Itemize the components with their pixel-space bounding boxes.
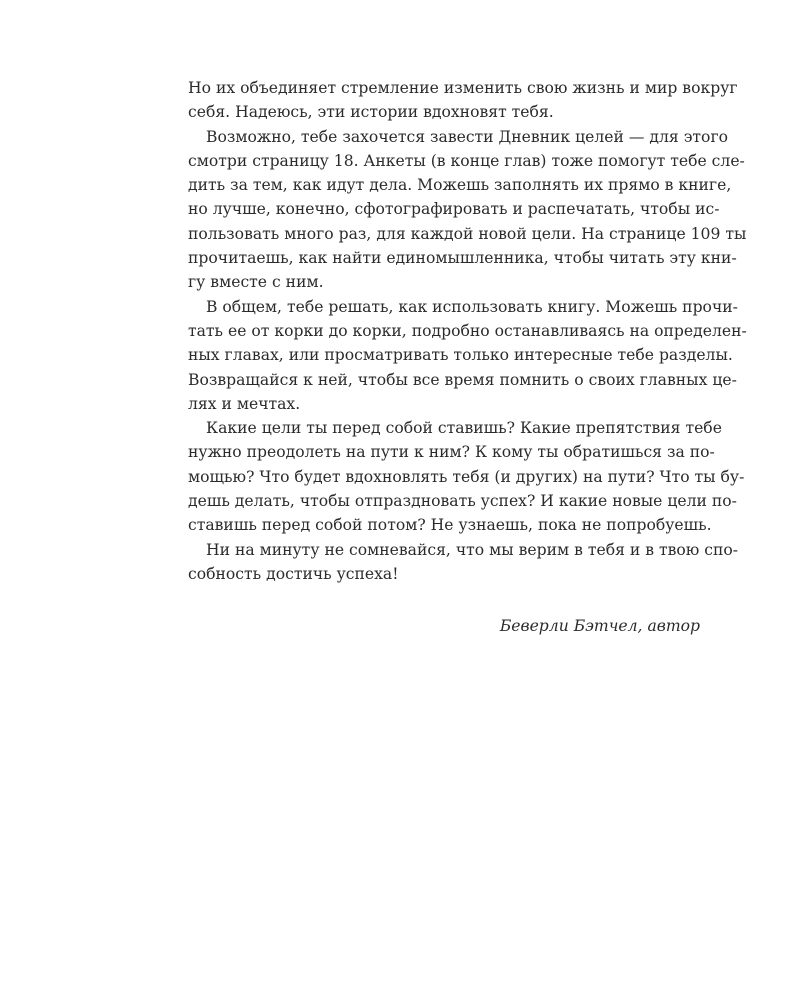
text-line: ных главах, или просматривать только интересные тебе разделы. (188, 346, 733, 365)
text-line: пользовать много раз, для каждой новой цели. На странице 109 ты (188, 224, 747, 243)
text-line: Возможно, тебе захочется завести Дневник целей — для этого (206, 127, 729, 146)
text-line: гу вместе с ним. (188, 273, 324, 292)
text-line: дешь делать, чтобы отпраздновать успех? И какие новые цели по- (188, 492, 737, 511)
text-line: Возвращайся к ней, чтобы все время помнить о своих главных це- (188, 370, 737, 389)
author-signature: Беверли Бэтчел, автор (499, 617, 700, 635)
text-line: тать ее от корки до корки, подробно останавливаясь на определен- (188, 321, 747, 340)
text-line: мощью? Что будет вдохновлять тебя (и других) на пути? Что ты бу- (188, 467, 745, 486)
body-text (188, 76, 747, 586)
text-line: В общем, тебе решать, как использовать книгу. Можешь прочи- (206, 297, 738, 316)
text-line: но лучше, конечно, сфотографировать и распечатать, чтобы ис- (188, 200, 720, 219)
text-line: Какие цели ты перед собой ставишь? Какие препятствия тебе (206, 419, 722, 438)
text-line: дить за тем, как идут дела. Можешь заполнять их прямо в книге, (188, 176, 732, 195)
text-line: лях и мечтах. (188, 394, 301, 413)
text-line: ставишь перед собой потом? Не узнаешь, пока не попробуешь. (188, 516, 712, 535)
text-line: прочитаешь, как найти единомышленника, чтобы читать эту кни- (188, 249, 737, 268)
text-line: смотри страницу 18. Анкеты (в конце глав) тоже помогут тебе сле- (188, 151, 745, 170)
text-line: Ни на минуту не сомневайся, что мы верим в тебя и в твою спо- (206, 540, 739, 559)
text-line: нужно преодолеть на пути к ним? К кому ты обратишься за по- (188, 443, 715, 462)
text-line: Но их объединяет стремление изменить свою жизнь и мир вокруг (188, 79, 738, 97)
text-line: собность достичь успеха! (188, 564, 399, 583)
text-line: себя. Надеюсь, эти истории вдохновят тебя. (188, 103, 554, 122)
